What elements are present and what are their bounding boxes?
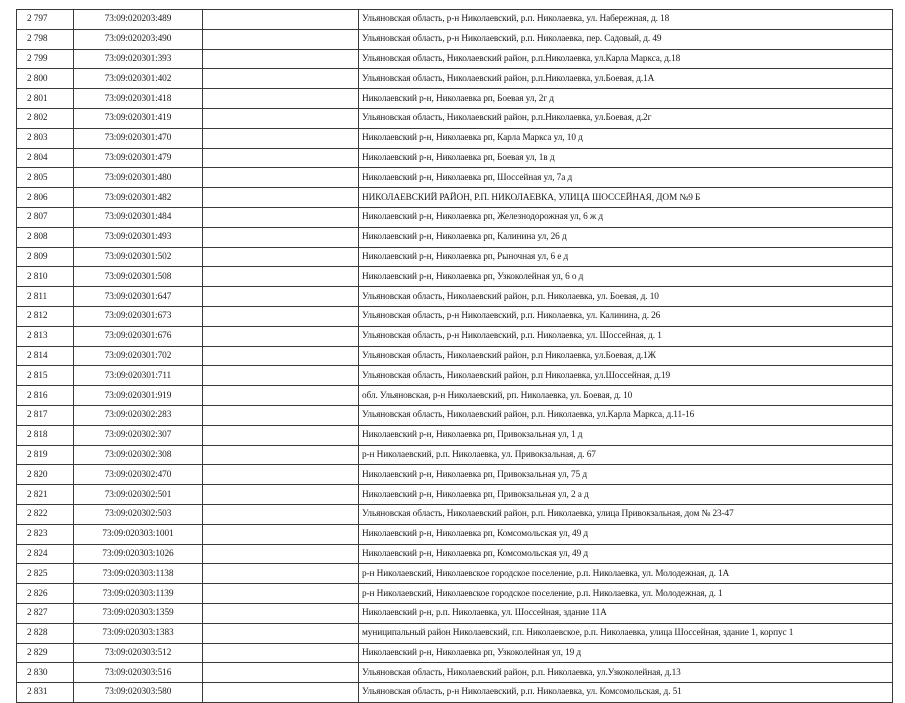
table-row	[17, 69, 893, 89]
empty-cell	[203, 386, 359, 406]
address-cell: Николаевский р-н, Николаевка рп, Комсомольская ул, 49 д	[359, 524, 893, 544]
address-cell: Николаевский р-н, Николаевка рп, Боевая ул, 2г д	[359, 89, 893, 109]
row-number-cell: 2 810	[17, 267, 74, 287]
cadastral-number-cell: 73:09:020301:711	[74, 366, 203, 386]
empty-cell	[203, 148, 359, 168]
empty-cell	[203, 366, 359, 386]
table-row	[17, 108, 893, 128]
cadastral-number-cell: 73:09:020301:508	[74, 267, 203, 287]
row-number-cell: 2 798	[17, 29, 74, 49]
empty-cell	[203, 128, 359, 148]
table-row	[17, 346, 893, 366]
row-number-cell: 2 803	[17, 128, 74, 148]
table-body	[17, 10, 893, 703]
cadastral-number-cell: 73:09:020301:482	[74, 188, 203, 208]
row-number-cell: 2 826	[17, 584, 74, 604]
address-cell: Николаевский р-н, Николаевка рп, Карла Маркса ул, 10 д	[359, 128, 893, 148]
row-number-cell: 2 825	[17, 564, 74, 584]
table-row	[17, 207, 893, 227]
empty-cell	[203, 267, 359, 287]
table-row	[17, 485, 893, 505]
table-row	[17, 306, 893, 326]
empty-cell	[203, 326, 359, 346]
row-number-cell: 2 801	[17, 89, 74, 109]
address-cell: Николаевский р-н, Николаевка рп, Привокзальная ул, 2 а д	[359, 485, 893, 505]
row-number-cell: 2 812	[17, 306, 74, 326]
row-number-cell: 2 805	[17, 168, 74, 188]
cadastral-number-cell: 73:09:020302:470	[74, 465, 203, 485]
table-row	[17, 188, 893, 208]
address-cell: Ульяновская область, р-н Николаевский, р.п. Николаевка, ул. Набережная, д. 18	[359, 10, 893, 30]
empty-cell	[203, 69, 359, 89]
row-number-cell: 2 804	[17, 148, 74, 168]
cadastral-number-cell: 73:09:020301:676	[74, 326, 203, 346]
address-cell: Ульяновская область, Николаевский район, р.п. Николаевка, улица Привокзальная, дом № 23-47	[359, 504, 893, 524]
table-row	[17, 683, 893, 703]
address-cell: Николаевский р-н, Николаевка рп, Калинина ул, 26 д	[359, 227, 893, 247]
row-number-cell: 2 800	[17, 69, 74, 89]
row-number-cell: 2 817	[17, 405, 74, 425]
cadastral-number-cell: 73:09:020301:479	[74, 148, 203, 168]
table-row	[17, 603, 893, 623]
table-row	[17, 405, 893, 425]
row-number-cell: 2 815	[17, 366, 74, 386]
empty-cell	[203, 584, 359, 604]
cadastral-number-cell: 73:09:020303:1026	[74, 544, 203, 564]
row-number-cell: 2 821	[17, 485, 74, 505]
empty-cell	[203, 346, 359, 366]
table-row	[17, 564, 893, 584]
address-cell: Николаевский р-н, Николаевка рп, Узкоколейная ул, 19 д	[359, 643, 893, 663]
address-cell: Ульяновская область, Николаевский район, р.п.Николаевка, ул.Боевая, д.2г	[359, 108, 893, 128]
empty-cell	[203, 306, 359, 326]
row-number-cell: 2 830	[17, 663, 74, 683]
address-cell: Ульяновская область, Николаевский район, р.п Николаевка, ул.Боевая, д.1Ж	[359, 346, 893, 366]
empty-cell	[203, 564, 359, 584]
address-cell: Николаевский р-н, Николаевка рп, Привокзальная ул, 1 д	[359, 425, 893, 445]
row-number-cell: 2 808	[17, 227, 74, 247]
cadastral-number-cell: 73:09:020301:502	[74, 247, 203, 267]
table-row	[17, 10, 893, 30]
row-number-cell: 2 807	[17, 207, 74, 227]
empty-cell	[203, 108, 359, 128]
empty-cell	[203, 10, 359, 30]
table-row	[17, 425, 893, 445]
empty-cell	[203, 485, 359, 505]
address-cell: Ульяновская область, Николаевский район, р.п Николаевка, ул.Шоссейная, д.19	[359, 366, 893, 386]
address-cell: Николаевский р-н, Николаевка рп, Боевая ул, 1в д	[359, 148, 893, 168]
cadastral-number-cell: 73:09:020301:673	[74, 306, 203, 326]
cadastral-number-cell: 73:09:020301:419	[74, 108, 203, 128]
table-row	[17, 465, 893, 485]
table-row	[17, 504, 893, 524]
table-row	[17, 168, 893, 188]
table-row	[17, 128, 893, 148]
address-cell: Ульяновская область, Николаевский район, р.п.Николаевка, ул.Боевая, д.1А	[359, 69, 893, 89]
empty-cell	[203, 188, 359, 208]
row-number-cell: 2 823	[17, 524, 74, 544]
cadastral-number-cell: 73:09:020302:501	[74, 485, 203, 505]
row-number-cell: 2 811	[17, 287, 74, 307]
cadastral-number-cell: 73:09:020302:503	[74, 504, 203, 524]
address-cell: обл. Ульяновская, р-н Николаевский, рп. Николаевка, ул. Боевая, д. 10	[359, 386, 893, 406]
address-cell: Николаевский р-н, Николаевка рп, Шоссейная ул, 7а д	[359, 168, 893, 188]
table-row	[17, 366, 893, 386]
cadastral-number-cell: 73:09:020301:647	[74, 287, 203, 307]
empty-cell	[203, 425, 359, 445]
address-cell: р-н Николаевский, р.п. Николаевка, ул. Привокзальная, д. 67	[359, 445, 893, 465]
address-cell: Николаевский р-н, Николаевка рп, Узкоколейная ул, 6 о д	[359, 267, 893, 287]
cadastral-table	[16, 9, 893, 703]
empty-cell	[203, 504, 359, 524]
empty-cell	[203, 544, 359, 564]
row-number-cell: 2 813	[17, 326, 74, 346]
cadastral-number-cell: 73:09:020302:308	[74, 445, 203, 465]
cadastral-number-cell: 73:09:020301:393	[74, 49, 203, 69]
address-cell: Ульяновская область, Николаевский район, р.п. Николаевка, ул. Боевая, д. 10	[359, 287, 893, 307]
table-row	[17, 524, 893, 544]
table-row	[17, 643, 893, 663]
address-cell: Ульяновская область, Николаевский район, р.п. Николаевка, ул.Карла Маркса, д.11-16	[359, 405, 893, 425]
table-row	[17, 227, 893, 247]
row-number-cell: 2 824	[17, 544, 74, 564]
empty-cell	[203, 49, 359, 69]
address-cell: Ульяновская область, р-н Николаевский, р.п. Николаевка, пер. Садовый, д. 49	[359, 29, 893, 49]
table-row	[17, 623, 893, 643]
cadastral-number-cell: 73:09:020301:484	[74, 207, 203, 227]
row-number-cell: 2 829	[17, 643, 74, 663]
table-row	[17, 287, 893, 307]
row-number-cell: 2 806	[17, 188, 74, 208]
address-cell: Николаевский р-н, Николаевка рп, Железнодорожная ул, 6 ж д	[359, 207, 893, 227]
table-row	[17, 663, 893, 683]
row-number-cell: 2 802	[17, 108, 74, 128]
cadastral-number-cell: 73:09:020301:493	[74, 227, 203, 247]
table-row	[17, 247, 893, 267]
empty-cell	[203, 445, 359, 465]
cadastral-number-cell: 73:09:020301:470	[74, 128, 203, 148]
document-table-sheet	[16, 9, 890, 698]
empty-cell	[203, 247, 359, 267]
empty-cell	[203, 524, 359, 544]
row-number-cell: 2 814	[17, 346, 74, 366]
address-cell: НИКОЛАЕВСКИЙ РАЙОН, Р.П. НИКОЛАЕВКА, УЛИЦА ШОССЕЙНАЯ, ДОМ №9 Б	[359, 188, 893, 208]
address-cell: муниципальный район Николаевский, г.п. Николаевское, р.п. Николаевка, улица Шоссейная, здание 1, корпус 1	[359, 623, 893, 643]
table-row	[17, 445, 893, 465]
cadastral-number-cell: 73:09:020303:580	[74, 683, 203, 703]
table-row	[17, 326, 893, 346]
address-cell: р-н Николаевский, Николаевское городское поселение, р.п. Николаевка, ул. Молодежная, д. 1А	[359, 564, 893, 584]
address-cell: Николаевский р-н, Николаевка рп, Комсомольская ул, 49 д	[359, 544, 893, 564]
empty-cell	[203, 168, 359, 188]
cadastral-number-cell: 73:09:020203:490	[74, 29, 203, 49]
row-number-cell: 2 818	[17, 425, 74, 445]
row-number-cell: 2 827	[17, 603, 74, 623]
cadastral-number-cell: 73:09:020301:702	[74, 346, 203, 366]
row-number-cell: 2 822	[17, 504, 74, 524]
table-row	[17, 29, 893, 49]
address-cell: Ульяновская область, р-н Николаевский, р.п. Николаевка, ул. Калинина, д. 26	[359, 306, 893, 326]
cadastral-number-cell: 73:09:020301:402	[74, 69, 203, 89]
address-cell: Ульяновская область, р-н Николаевский, р.п. Николаевка, ул. Комсомольская, д. 51	[359, 683, 893, 703]
row-number-cell: 2 816	[17, 386, 74, 406]
table-row	[17, 89, 893, 109]
cadastral-number-cell: 73:09:020301:919	[74, 386, 203, 406]
empty-cell	[203, 287, 359, 307]
address-cell: Николаевский р-н, Николаевка рп, Рыночная ул, 6 е д	[359, 247, 893, 267]
empty-cell	[203, 663, 359, 683]
cadastral-number-cell: 73:09:020303:512	[74, 643, 203, 663]
row-number-cell: 2 820	[17, 465, 74, 485]
table-row	[17, 267, 893, 287]
empty-cell	[203, 207, 359, 227]
cadastral-number-cell: 73:09:020303:1138	[74, 564, 203, 584]
cadastral-number-cell: 73:09:020302:307	[74, 425, 203, 445]
address-cell: р-н Николаевский, Николаевское городское поселение, р.п. Николаевка, ул. Молодежная, д. 1	[359, 584, 893, 604]
row-number-cell: 2 797	[17, 10, 74, 30]
table-row	[17, 584, 893, 604]
cadastral-number-cell: 73:09:020303:516	[74, 663, 203, 683]
empty-cell	[203, 623, 359, 643]
cadastral-number-cell: 73:09:020301:418	[74, 89, 203, 109]
empty-cell	[203, 29, 359, 49]
row-number-cell: 2 831	[17, 683, 74, 703]
empty-cell	[203, 465, 359, 485]
cadastral-number-cell: 73:09:020203:489	[74, 10, 203, 30]
empty-cell	[203, 643, 359, 663]
row-number-cell: 2 819	[17, 445, 74, 465]
address-cell: Ульяновская область, Николаевский район, р.п. Николаевка, ул.Узкоколейная, д.13	[359, 663, 893, 683]
table-row	[17, 148, 893, 168]
table-row	[17, 386, 893, 406]
cadastral-number-cell: 73:09:020301:480	[74, 168, 203, 188]
row-number-cell: 2 799	[17, 49, 74, 69]
address-cell: Ульяновская область, Николаевский район, р.п.Николаевка, ул.Карла Маркса, д.18	[359, 49, 893, 69]
empty-cell	[203, 683, 359, 703]
empty-cell	[203, 227, 359, 247]
cadastral-number-cell: 73:09:020303:1001	[74, 524, 203, 544]
empty-cell	[203, 89, 359, 109]
cadastral-number-cell: 73:09:020302:283	[74, 405, 203, 425]
table-row	[17, 49, 893, 69]
address-cell: Николаевский р-н, Николаевка рп, Привокзальная ул, 75 д	[359, 465, 893, 485]
address-cell: Ульяновская область, р-н Николаевский, р.п. Николаевка, ул. Шоссейная, д. 1	[359, 326, 893, 346]
cadastral-number-cell: 73:09:020303:1359	[74, 603, 203, 623]
row-number-cell: 2 809	[17, 247, 74, 267]
empty-cell	[203, 603, 359, 623]
address-cell: Николаевский р-н, р.п. Николаевка, ул. Шоссейная, здание 11А	[359, 603, 893, 623]
row-number-cell: 2 828	[17, 623, 74, 643]
cadastral-number-cell: 73:09:020303:1139	[74, 584, 203, 604]
empty-cell	[203, 405, 359, 425]
table-row	[17, 544, 893, 564]
cadastral-number-cell: 73:09:020303:1383	[74, 623, 203, 643]
